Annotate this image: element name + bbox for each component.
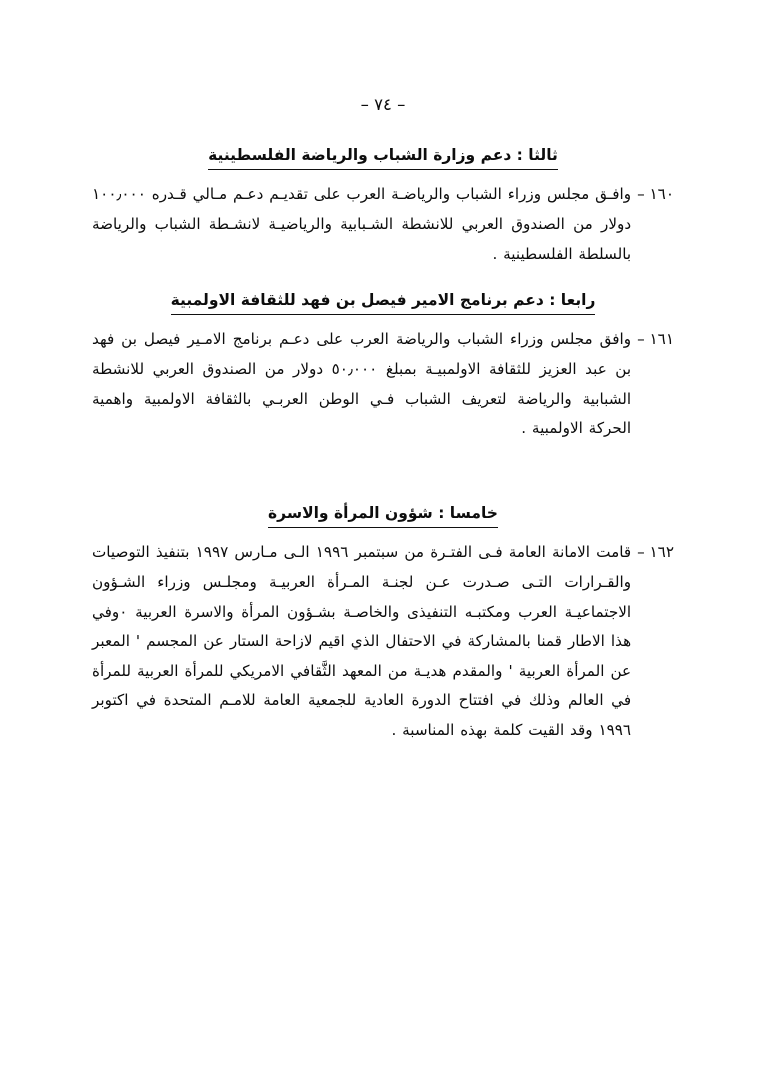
- section-heading-fourthly: رابعا : دعم برنامج الامير فيصل بن فهد للثقافة الاولمبية: [171, 289, 596, 315]
- section-heading-thirdly: ثالثا : دعم وزارة الشباب والرياضة الفلسطينية: [208, 144, 558, 170]
- paragraph-number: ١٦٢ –: [637, 543, 674, 562]
- paragraph-text: قامت الامانة العامة فـى الفتـرة من سبتمبر ١٩٩٦ الـى مـارس ١٩٩٧ بتنفيذ التوصيات والقـرارات التـى صـدرت عـن لجنـة المـرأة العربيـة ومجلـس وزراء الشـؤون الاجتماعيـة العرب ومكتبـه التنفيذى والخاصـة بشـؤون المرأة والاسرة العربية ٠وفي هذا الاطار قمنا بالمشاركة في الاحتفال الذي اقيم لازاحة الستار عن المجسم ' المعبر عن المرأة العربية ' والمقدم هديـة من المعهد الثَّقافي الامريكي للمرأة العربية للمرأة في العالم وذلك في افتتاح الدورة العادية للجمعية العامة للامـم المتحدة في اكتوبر ١٩٩٦ وقد القيت كلمة بهذه المناسبة .: [92, 543, 632, 740]
- page-bottom-whitespace: [92, 752, 674, 992]
- paragraph-161: [92, 325, 674, 444]
- section-heading-container: [92, 144, 674, 180]
- paragraph-162: [92, 538, 674, 745]
- paragraph-text: وافق مجلس وزراء الشباب والرياضة العرب على دعـم برنامج الامـير فيصل بن فهد بن عبد العزيز للثقافة الاولمبيـة بمبلغ ٥٠٫٠٠٠ دولار من الصندوق العربي للانشطة الشبابية والرياضة لتعريف الشباب فـي الوطن العربـي بالثقافة الاولمبية واهمية الحركة الاولمبية .: [92, 330, 632, 438]
- paragraph-text: وافـق مجلس وزراء الشباب والرياضـة العرب على تقديـم دعـم مـالي قـدره ١٠٠٫٠٠٠ دولار من الصندوق العربي للانشطة الشـبابية والرياضيـة لانشـطة الشباب والرياضة بالسلطة الفلسطينية .: [92, 185, 632, 263]
- paragraph-number: ١٦١ –: [637, 330, 674, 349]
- paragraph-160: [92, 180, 674, 269]
- page-number: – ٧٤ –: [360, 95, 406, 114]
- paragraph-number: ١٦٠ –: [637, 185, 674, 204]
- section-heading-container: [92, 502, 674, 538]
- section-heading-fifthly: خامسا : شؤون المرأة والاسرة: [268, 502, 498, 528]
- section-heading-container: [92, 289, 674, 325]
